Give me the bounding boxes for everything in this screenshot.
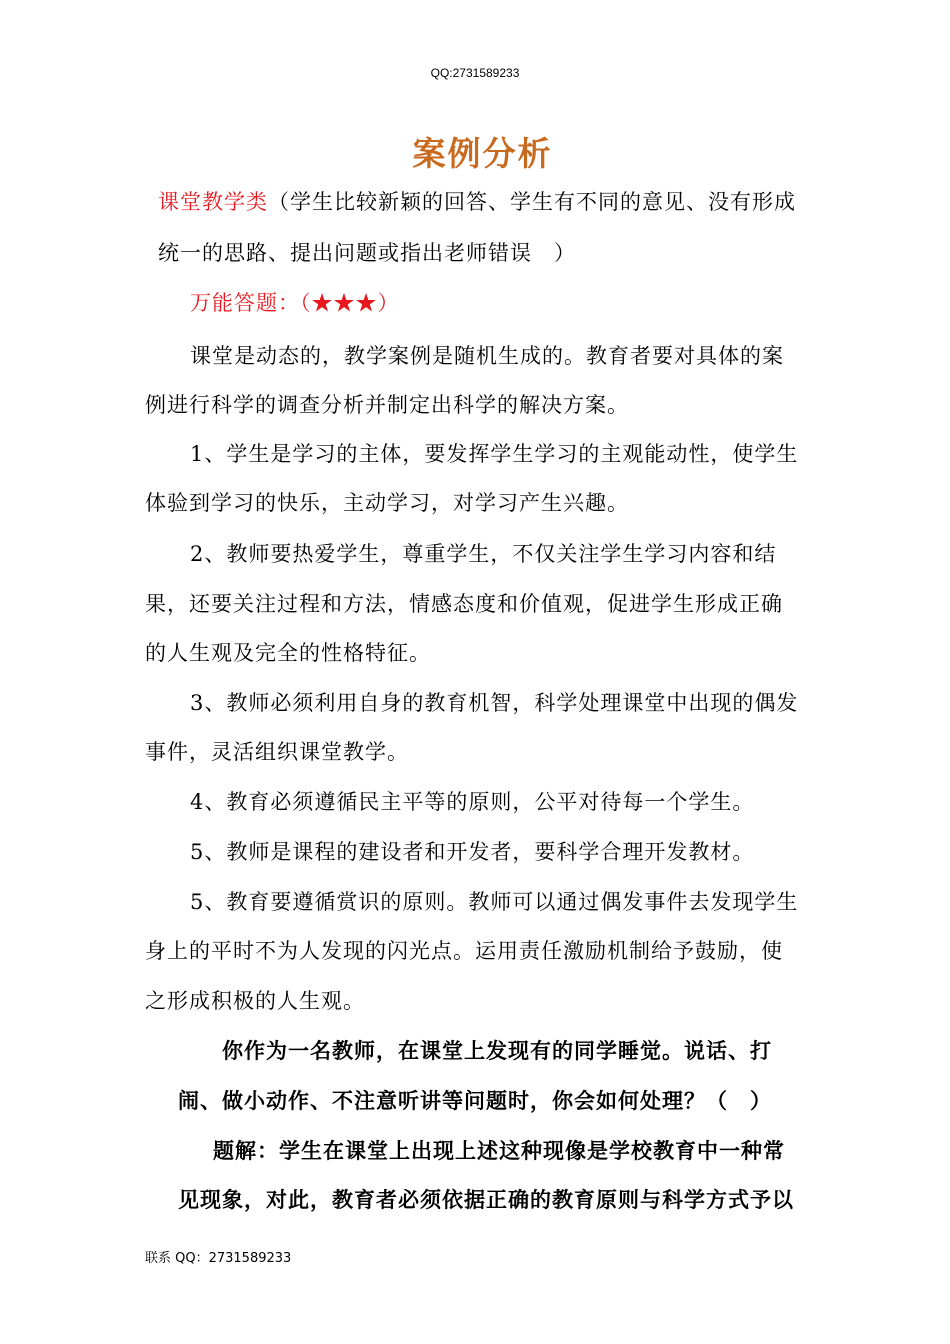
point-1-line1: 1、学生是学习的主体，要发挥学生学习的主观能动性，使学生 — [190, 442, 799, 466]
point-2-line2: 果，还要关注过程和方法，情感态度和价值观，促进学生形成正确 — [145, 592, 783, 616]
question-line1: 你作为一名教师，在课堂上发现有的同学睡觉。说话、打 — [222, 1038, 772, 1063]
point-2-line1: 2、教师要热爱学生，尊重学生，不仅关注学生学习内容和结 — [190, 542, 777, 566]
answer-line1: 题解：学生在课堂上出现上述这种现像是学校教育中一种常 — [213, 1138, 785, 1163]
point-1-line2: 体验到学习的快乐，主动学习，对学习产生兴趣。 — [145, 491, 629, 515]
point-3-line1: 3、教师必须利用自身的教育机智，科学处理课堂中出现的偶发 — [190, 691, 799, 715]
point-2-line3: 的人生观及完全的性格特征。 — [145, 641, 431, 665]
category-desc: （学生比较新颖的回答、学生有不同的意见、没有形成 — [268, 190, 796, 214]
universal-answer-heading: 万能答题：（★★★） — [190, 291, 400, 315]
document-title: 案例分析 — [412, 134, 553, 173]
point-4-line1: 4、教育必须遵循民主平等的原则，公平对待每一个学生。 — [190, 790, 755, 814]
point-3-line2: 事件，灵活组织课堂教学。 — [145, 740, 409, 764]
header-qq: QQ:2731589233 — [430, 66, 520, 80]
intro-line2: 例进行科学的调查分析并制定出科学的解决方案。 — [145, 393, 629, 417]
footer-contact: 联系 QQ：2731589233 — [145, 1251, 292, 1266]
point-6-line2: 身上的平时不为人发现的闪光点。运用责任激励机制给予鼓励，使 — [145, 939, 783, 963]
point-5-line1: 5、教师是课程的建设者和开发者，要科学合理开发教材。 — [190, 840, 755, 864]
category-label: 课堂教学类 — [158, 190, 268, 214]
category-line — [158, 186, 796, 216]
category-desc-line2: 统一的思路、提出问题或指出老师错误 ） — [158, 241, 576, 265]
question-line2: 闹、做小动作、不注意听讲等问题时，你会如何处理？（ ） — [178, 1088, 772, 1113]
point-6-line1: 5、教育要遵循赏识的原则。教师可以通过偶发事件去发现学生 — [190, 890, 799, 914]
point-6-line3: 之形成积极的人生观。 — [145, 989, 365, 1013]
intro-line1: 课堂是动态的，教学案例是随机生成的。教育者要对具体的案 — [190, 344, 784, 368]
answer-line2: 见现象，对此，教育者必须依据正确的教育原则与科学方式予以 — [178, 1187, 794, 1212]
